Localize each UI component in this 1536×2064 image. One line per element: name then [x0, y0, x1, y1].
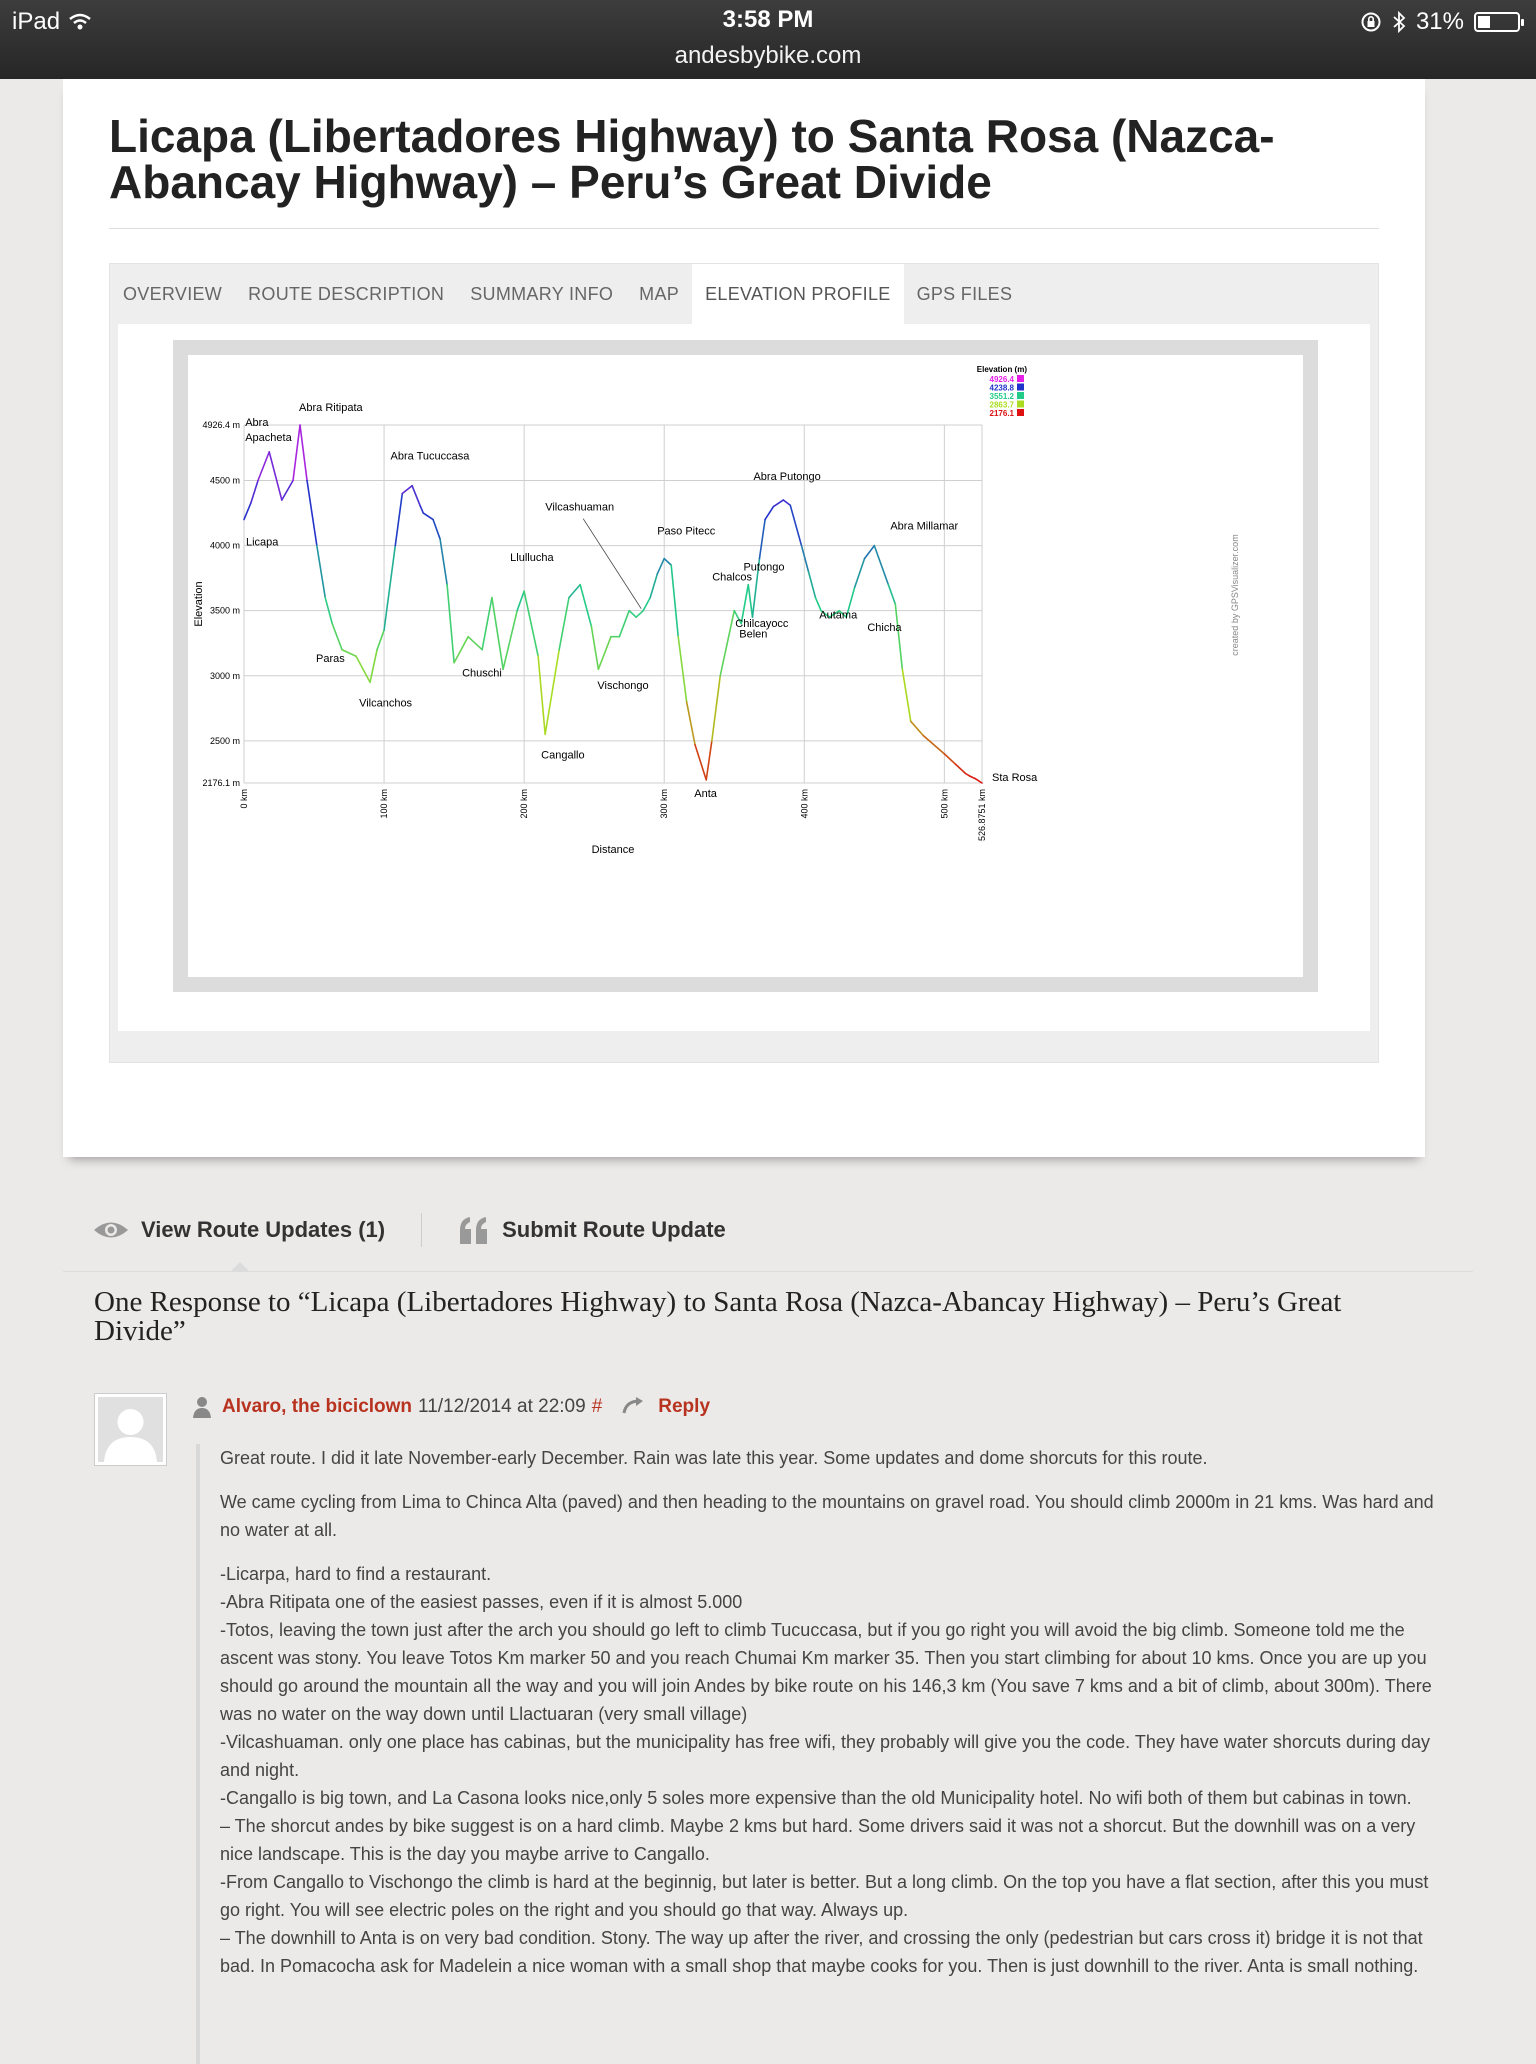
legend-label: 2863.7	[989, 400, 1014, 410]
comment-line: -Licarpa, hard to find a restaurant.	[220, 1564, 492, 1584]
comment-line: -Abra Ritipata one of the easiest passes, even if it is almost 5.000	[220, 1592, 743, 1612]
chart-background	[188, 355, 1303, 977]
submit-route-update-button[interactable]	[458, 1216, 726, 1244]
y-tick-label: 2500 m	[209, 735, 240, 746]
y-tick-label: 4926.4 m	[202, 420, 240, 430]
annotation-label: Paso Pitecc	[657, 525, 716, 538]
comment-line: -From Cangallo to Vischongo the climb is hard at the beginnig, but later is better. But a long climb. On the top you have a flat section, after this you must go right. You will see electric poles on the right and you should go that way. Always up.	[220, 1872, 1429, 1920]
view-route-updates-button[interactable]	[93, 1217, 385, 1243]
annotation-label: Vilcanchos	[359, 697, 413, 710]
status-right	[1360, 8, 1520, 36]
tab-summary-info[interactable]: SUMMARY INFO	[470, 284, 614, 304]
bluetooth-icon	[1392, 10, 1406, 34]
x-tick-label: 526.8751 km	[977, 789, 987, 842]
annotation-label: Chicha	[867, 622, 902, 635]
comment-line: -Cangallo is big town, and La Casona looks nice,only 5 soles more expensive than the old Municipality hotel. No wifi both of them but cabinas in town.	[220, 1788, 1412, 1808]
legend-label: 4926.4	[989, 375, 1014, 384]
tab-route-description[interactable]: ROUTE DESCRIPTION	[248, 284, 445, 304]
x-tick-label: 300 km	[659, 789, 670, 819]
annotation-label: Chuschi	[462, 667, 502, 680]
comment-author-link[interactable]: Alvaro, the biciclown	[222, 1396, 413, 1417]
annotation-label: Abra Putongo	[753, 471, 821, 484]
quote-icon	[458, 1216, 490, 1244]
annotation-label: Putongo	[743, 561, 785, 574]
elevation-chart-frame	[173, 340, 1318, 992]
default-user-icon	[98, 1397, 163, 1462]
tab-gps-files[interactable]: GPS FILES	[916, 284, 1013, 304]
annotation-label: Anta	[694, 788, 717, 801]
page-title: Licapa (Libertadores Highway) to Santa Rosa (Nazca-Abancay Highway) – Peru’s Great Divide	[109, 110, 1275, 208]
comment-line: – The shorcut andes by bike suggest is on a hard climb. Maybe 2 kms but hard. Some drivers said it was not a shorcut. But the downhill was on a very nice landscape. This is the day you maybe arrive to Cangallo.	[220, 1816, 1416, 1864]
avatar-placeholder	[98, 1397, 163, 1462]
responses-title: One Response to “Licapa (Libertadores Highway) to Santa Rosa (Nazca-Abancay Highway) – Peru’s Great Divide”	[94, 1286, 1342, 1347]
annotation-label: Apacheta	[245, 431, 292, 444]
legend-swatch	[1017, 384, 1024, 391]
battery-level	[1478, 16, 1490, 28]
elevation-chart	[188, 355, 1303, 977]
annotation-label: Chilcayocc	[735, 618, 789, 631]
comment-notes	[220, 1560, 1444, 1980]
y-tick-label: 4500 m	[209, 475, 240, 486]
title-divider	[109, 228, 1379, 229]
comment-line: – The downhill to Anta is on very bad condition. Stony. The way up after the river, and crossing the only (pedestrian but cars cross it) bridge it is not that bad. In Pomacocha ask for Madelein a nice woman with a small shop that maybe cooks for you. Then is just downhill to the river. Anta is small nothing.	[220, 1928, 1423, 1976]
tab-overview[interactable]: OVERVIEW	[123, 284, 223, 304]
eye-icon	[93, 1219, 129, 1241]
x-tick-label: 100 km	[379, 789, 390, 819]
route-tabs	[109, 263, 1379, 1063]
legend-swatch	[1017, 401, 1024, 408]
tab-elevation-profile[interactable]: ELEVATION PROFILE	[692, 264, 903, 324]
annotation-label: Llullucha	[510, 552, 554, 565]
legend-label: 3551.2	[989, 392, 1014, 401]
annotation-label: Cangallo	[541, 749, 585, 762]
comment-meta	[192, 1393, 710, 1421]
comment-paragraph-1: Great route. I did it late November-early December. Rain was late this year. Some updates and dome shorcuts for this route.	[220, 1448, 1208, 1468]
comment-reply-link[interactable]: Reply	[658, 1396, 711, 1417]
annotation-label: Licapa	[246, 536, 279, 549]
y-tick-label: 4000 m	[209, 540, 240, 551]
annotation-label: Belen	[739, 628, 768, 641]
x-tick-label: 400 km	[799, 789, 810, 819]
x-tick-label: 200 km	[519, 789, 530, 819]
annotation-label: Abra Tucuccasa	[390, 450, 470, 463]
battery-percent: 31%	[1415, 8, 1464, 35]
comment-line: -Vilcashuaman. only one place has cabinas, but the municipality has free wifi, they probably will give you the code. They have water shorcuts during day and night.	[220, 1732, 1431, 1780]
legend-title: Elevation (m)	[976, 365, 1027, 374]
annotation-label: Sta Rosa	[992, 772, 1038, 785]
tab-bar	[110, 264, 1025, 324]
y-tick-label: 3500 m	[209, 605, 240, 616]
reply-arrow-icon	[620, 1397, 646, 1417]
rotation-lock-icon	[1360, 11, 1382, 33]
battery-icon	[1474, 12, 1520, 32]
clock: 3:58 PM	[722, 6, 814, 33]
annotation-label: Vilcashuaman	[545, 501, 615, 514]
view-route-updates-label: View Route Updates (1)	[141, 1217, 386, 1242]
legend-label: 4238.8	[989, 383, 1014, 393]
route-card	[63, 79, 1425, 1157]
address-bar[interactable]: andesbybike.com	[674, 42, 862, 69]
status-bar	[0, 0, 1536, 79]
comment-date: 11/12/2014 at 22:09	[418, 1396, 586, 1417]
y-tick-label: 2176.1 m	[202, 778, 240, 788]
legend-label: 2176.1	[989, 409, 1014, 418]
submit-route-update-label: Submit Route Update	[502, 1217, 726, 1242]
legend-swatch	[1017, 409, 1024, 416]
tab-map[interactable]: MAP	[639, 284, 680, 304]
x-tick-label: 500 km	[939, 789, 950, 819]
y-tick-label: 3000 m	[209, 670, 240, 681]
comment-paragraph-2: We came cycling from Lima to Chinca Alta (paved) and then heading to the mountains on gravel road. You should climb 2000m in 21 kms. Was hard and no water at all.	[220, 1492, 1434, 1540]
annotation-label: Abra Millamar	[890, 520, 959, 533]
annotation-label: Abra Ritipata	[299, 402, 363, 415]
watermark-text: created by GPSVisualizer.com	[1230, 534, 1240, 656]
comment-permalink[interactable]: #	[591, 1396, 603, 1417]
updates-divider-notch	[230, 1262, 250, 1272]
annotation-label: Autama	[819, 609, 858, 622]
comment-line: -Totos, leaving the town just after the arch you should go left to climb Tucuccasa, but if you go right you will avoid the big climb. Someone told me the ascent was stony. You leave Totos Km marker 50 and you reach Chumai Km marker 35. Then you start climbing for about 10 kms. Once you are up you should go around the mountain all the way and you will join Andes by bike route on his 146,3 km (You save 7 kms and a bit of climb, about 300m). There was no water on the way down until Llactuaran (very small village)	[220, 1620, 1432, 1724]
tab-panel-elevation	[118, 324, 1370, 1031]
legend-swatch	[1017, 375, 1024, 382]
annotation-label: Chalcos	[712, 571, 752, 584]
legend-swatch	[1017, 392, 1024, 399]
y-axis-title: Elevation	[193, 581, 205, 627]
route-updates-bar	[93, 1210, 726, 1250]
comment-body	[196, 1444, 1444, 2064]
annotation-label: Vischongo	[597, 680, 649, 693]
annotation-label: Abra	[245, 416, 269, 429]
avatar	[94, 1393, 167, 1466]
x-tick-label: 0 km	[239, 789, 249, 809]
updates-divider	[63, 1271, 1473, 1272]
annotation-label: Paras	[316, 653, 345, 666]
updates-separator	[421, 1213, 422, 1247]
user-icon	[192, 1396, 212, 1418]
device-name: iPad	[12, 8, 61, 35]
x-axis-title: Distance	[591, 844, 635, 856]
